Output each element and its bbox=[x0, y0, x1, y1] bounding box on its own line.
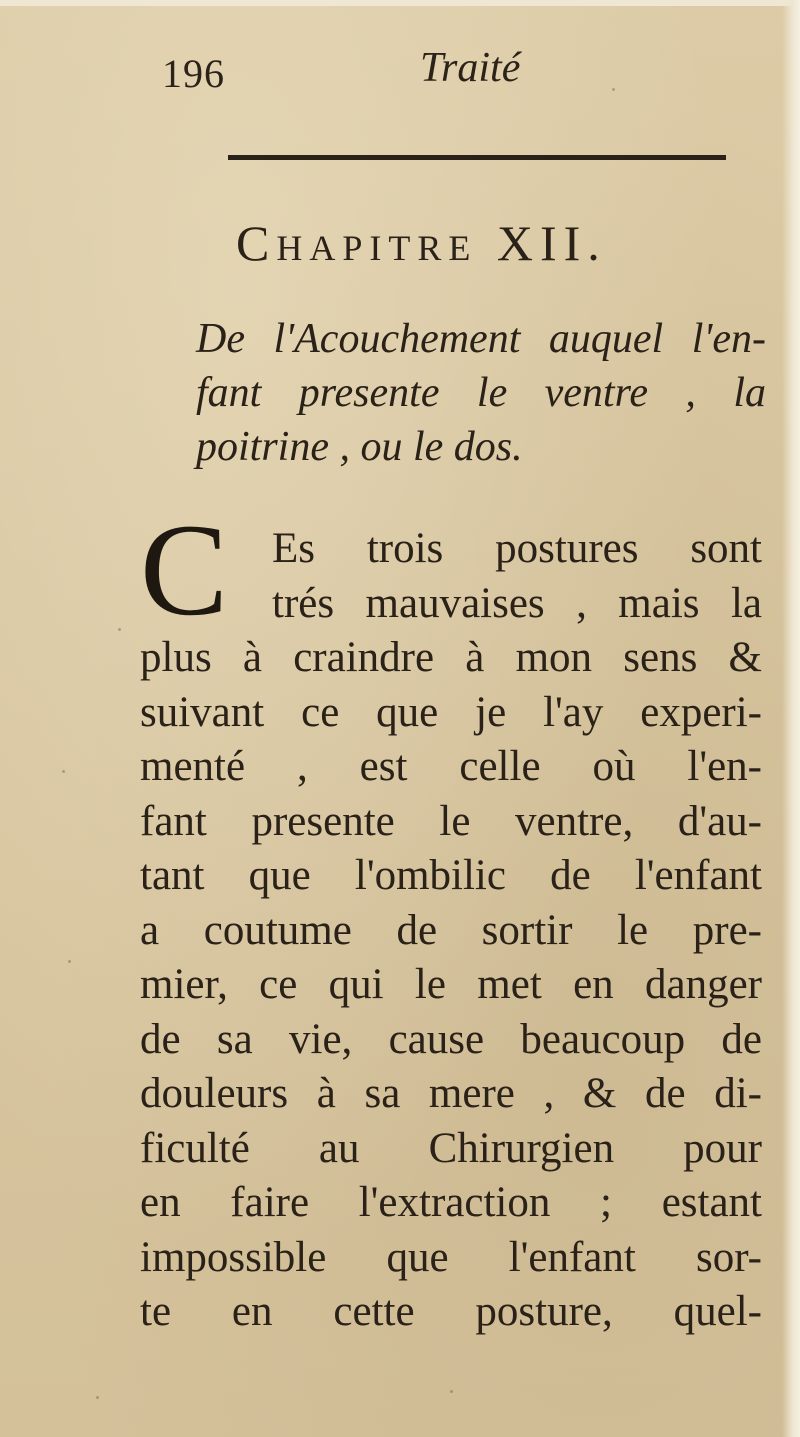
body-paragraph bbox=[140, 522, 762, 1340]
header-rule bbox=[228, 155, 726, 160]
body-line: impossible que l'enfant sor- bbox=[140, 1233, 762, 1281]
chapter-title-number: XII. bbox=[477, 215, 607, 271]
page-number: 196 bbox=[162, 51, 225, 96]
subtitle-line: fant presente le ventre , la bbox=[196, 370, 766, 416]
running-head: Traité bbox=[420, 45, 521, 91]
subtitle-line: poitrine , ou le dos. bbox=[196, 424, 523, 470]
paper-speck bbox=[96, 1396, 99, 1399]
body-line: Es trois postures sont bbox=[272, 525, 762, 572]
body-line: suivant ce que je l'ay experi- bbox=[140, 688, 762, 736]
body-line: tant que l'ombilic de l'enfant bbox=[140, 852, 762, 899]
body-line: en faire l'extraction ; estant bbox=[140, 1179, 762, 1226]
paper-speck bbox=[612, 88, 615, 91]
body-line: menté , est celle où l'en- bbox=[140, 743, 762, 790]
paper-speck bbox=[62, 770, 65, 773]
paper-speck bbox=[68, 960, 71, 963]
page-top-edge bbox=[0, 0, 800, 6]
paper-speck bbox=[450, 1390, 453, 1393]
page-header bbox=[0, 44, 800, 104]
body-line: plus à craindre à mon sens & bbox=[140, 634, 762, 681]
body-line: fant presente le ventre, d'au- bbox=[140, 797, 762, 845]
body-line: trés mauvaises , mais la bbox=[272, 579, 762, 627]
body-line: douleurs à sa mere , & de di- bbox=[140, 1070, 762, 1117]
paper-speck bbox=[118, 628, 121, 631]
chapter-title bbox=[236, 214, 716, 272]
body-line: de sa vie, cause beaucoup de bbox=[140, 1015, 762, 1063]
body-line: te en cette posture, quel- bbox=[140, 1288, 762, 1335]
chapter-title-initial: C bbox=[236, 215, 277, 271]
drop-cap: C bbox=[140, 496, 229, 643]
body-line: a coutume de sortir le pre- bbox=[140, 906, 762, 954]
page-right-edge bbox=[782, 0, 800, 1437]
subtitle-line: De l'Acouchement auquel l'en- bbox=[196, 316, 766, 362]
body-line: ficulté au Chirurgien pour bbox=[140, 1124, 762, 1172]
chapter-title-word: HAPITRE bbox=[276, 228, 478, 268]
chapter-subtitle bbox=[196, 312, 766, 474]
body-line: mier, ce qui le met en danger bbox=[140, 961, 762, 1008]
